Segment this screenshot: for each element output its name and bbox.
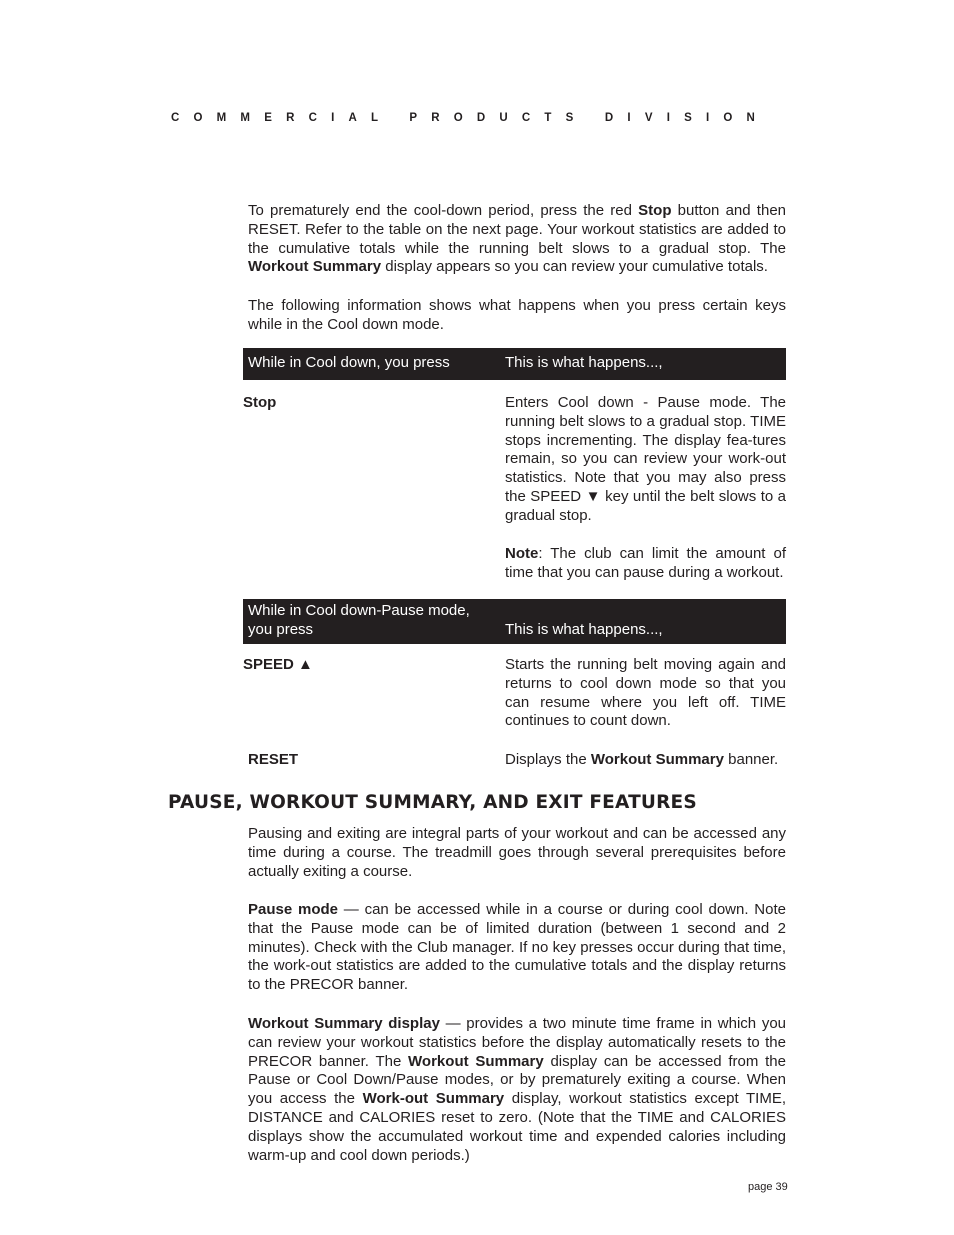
table2-col1-header-line1: While in Cool down-Pause mode,	[248, 602, 470, 619]
stop-term: Stop	[638, 202, 672, 219]
table1-col1-header: While in Cool down, you press	[248, 354, 450, 371]
table2-col1-header-line2: you press	[248, 621, 314, 638]
note-label: Note	[505, 545, 539, 562]
page-number: page 39	[748, 1181, 788, 1193]
workout-summary-paragraph	[248, 1015, 786, 1165]
intro-paragraph	[248, 202, 786, 277]
table1-row-value: Enters Cool down - Pause mode. The running belt slows to a gradual stop. TIME stops incrementing. The display fea-tures remain, so you can review your work-out statistics. Note that you may also press the SPEED ▼ key until the belt slows to a gradual stop.	[505, 394, 786, 524]
section-paragraph-1: Pausing and exiting are integral parts of your workout and can be accessed any time during a course. The treadmill goes through several prerequisites before actually exiting a course.	[248, 825, 786, 880]
workout-summary-display-term: Workout Summary display	[248, 1015, 440, 1032]
table1-col2-header: This is what happens...,	[505, 354, 663, 371]
note-text: : The club can limit the amount of time that you can pause during a workout.	[505, 545, 786, 581]
intro-paragraph-2: The following information shows what happens when you press certain keys while in the Cool down mode.	[248, 297, 786, 333]
table1-note	[505, 545, 786, 583]
workout-summary-term: Workout Summary	[248, 258, 382, 276]
intro-text-a: To prematurely end the cool-down period, press the red	[248, 202, 639, 219]
row2-text-a: Displays the	[505, 751, 591, 768]
row2-workout-summary: Workout Summary	[590, 751, 724, 768]
table2-row1-key: SPEED ▲	[243, 656, 313, 673]
table2-col2-header: This is what happens...,	[505, 621, 663, 638]
ws-term-1: Workout Summary	[408, 1052, 544, 1070]
ws-term-2: Work-out Summary	[362, 1090, 505, 1108]
ws-text-c: display, workout statistics except TIME, DISTANCE and CALORIES reset to zero. (Note that the TIME and CALORIES displays show the accumulated workout time and expended calories including warm-up and cool down periods.)	[248, 1090, 786, 1164]
pause-mode-paragraph	[248, 901, 786, 995]
table2-row2-value	[505, 751, 786, 770]
row2-text-c: banner.	[723, 751, 779, 768]
table1-row-key: Stop	[243, 394, 277, 411]
table2-row2-key: RESET	[248, 751, 299, 768]
pause-mode-term: Pause mode	[248, 901, 338, 918]
pause-mode-text: — can be accessed while in a course or during cool down. Note that the Pause mode can be of limited duration (between 1 second and 2 minutes). Check with the Club manager. If no key presses occur during that time, the work-out statistics are added to the cumulative totals and the display returns to the PRECOR banner.	[248, 901, 786, 994]
table2-header	[243, 599, 786, 644]
intro-text-c: display appears so you can review your cumulative totals.	[381, 258, 768, 276]
section-heading: PAUSE, WORKOUT SUMMARY, AND EXIT FEATURES	[168, 792, 697, 813]
table2-row1-value: Starts the running belt moving again and returns to cool down mode so that you can resume where you left off. TIME continues to count down.	[505, 656, 786, 730]
division-header: COMMERCIAL PRODUCTS DIVISION	[171, 112, 770, 124]
table1-header	[243, 348, 786, 380]
ws-text-b: display can be accessed from the Pause or Cool Down/Pause modes, or by prematurely exiting a course. When you access the	[248, 1052, 786, 1108]
ws-text-a: — provides a two minute time frame in which you can review your workout statistics before the display automatically resets to the PRECOR banner. The	[248, 1015, 786, 1070]
intro-text-b: button and then RESET. Refer to the table on the next page. Your workout statistics are added to the cumulative totals while the running belt slows to a gradual stop. The	[248, 202, 787, 257]
